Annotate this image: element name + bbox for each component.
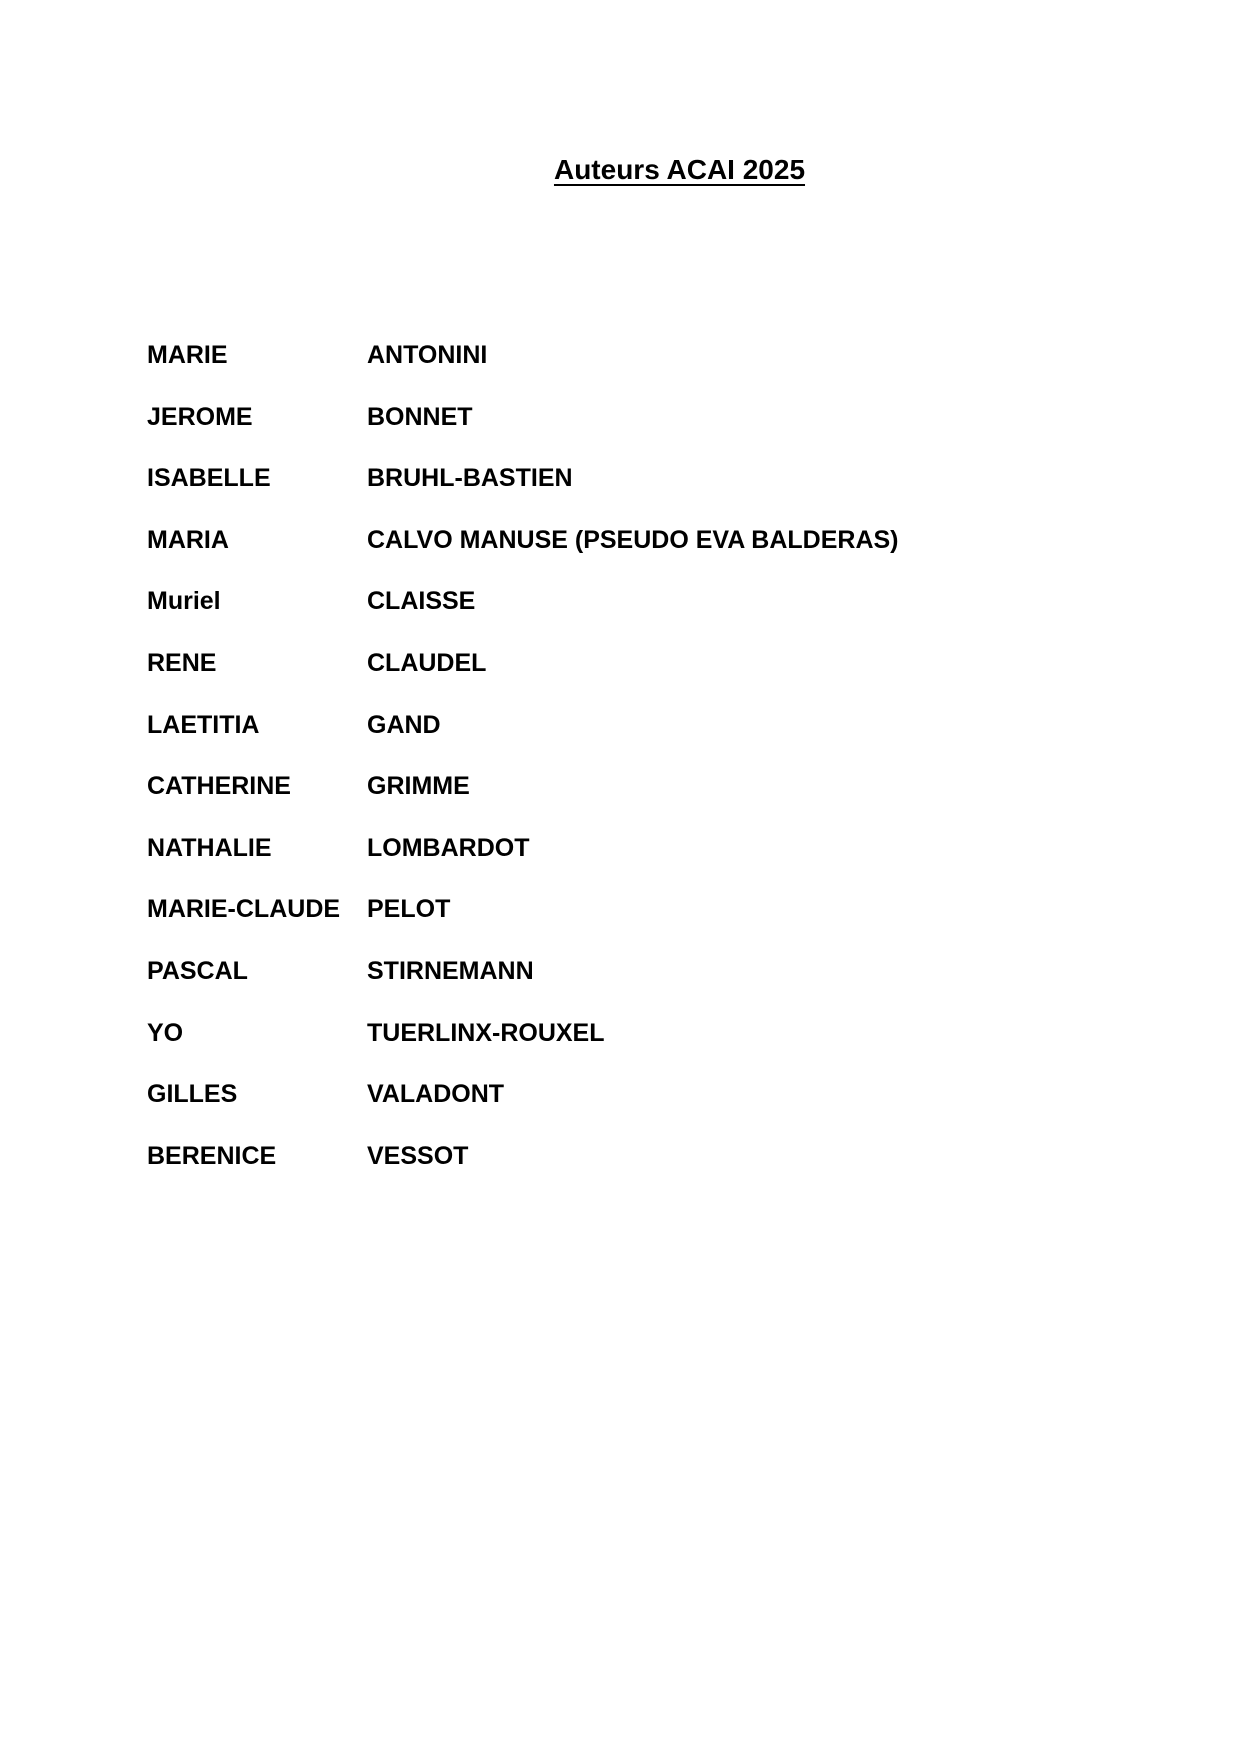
author-row <box>147 892 1147 954</box>
author-last-name: ANTONINI <box>367 341 488 369</box>
author-first-name: LAETITIA <box>147 710 260 739</box>
author-first-name: JEROME <box>147 402 253 431</box>
author-last-name: CLAISSE <box>367 587 476 616</box>
page-title-text: Auteurs ACAI 2025 <box>553 154 806 185</box>
author-last-name: TUERLINX-ROUXEL <box>367 1018 605 1047</box>
author-first-name: MARIE <box>147 341 228 369</box>
author-row <box>147 338 1147 400</box>
author-row <box>147 461 1147 523</box>
author-row <box>147 769 1147 831</box>
author-row <box>147 584 1147 646</box>
author-first-name: NATHALIE <box>147 833 272 862</box>
author-row <box>147 831 1147 893</box>
author-last-name: CALVO MANUSE (PSEUDO EVA BALDERAS) <box>367 525 899 554</box>
author-last-name: STIRNEMANN <box>367 956 534 985</box>
author-last-name: GRIMME <box>367 772 470 801</box>
author-last-name: LOMBARDOT <box>367 833 530 862</box>
author-last-name: BONNET <box>367 402 473 431</box>
author-row <box>147 954 1147 1016</box>
author-row <box>147 523 1147 585</box>
author-first-name: MARIE-CLAUDE <box>147 895 341 924</box>
author-row <box>147 400 1147 462</box>
author-first-name: MARIA <box>147 525 229 554</box>
author-first-name: YO <box>147 1018 184 1047</box>
author-last-name: GAND <box>367 710 441 739</box>
author-row <box>147 1139 1147 1201</box>
author-row <box>147 1016 1147 1078</box>
author-row <box>147 708 1147 770</box>
author-last-name: VALADONT <box>367 1080 505 1109</box>
page-title <box>0 150 1241 190</box>
author-row <box>147 1077 1147 1139</box>
author-last-name: CLAUDEL <box>367 648 487 677</box>
author-first-name: Muriel <box>147 587 221 616</box>
author-first-name: CATHERINE <box>147 772 291 801</box>
author-first-name: PASCAL <box>147 956 248 985</box>
author-first-name: ISABELLE <box>147 464 271 493</box>
author-list <box>147 338 1147 1200</box>
author-last-name: BRUHL-BASTIEN <box>367 464 573 493</box>
author-first-name: GILLES <box>147 1080 238 1109</box>
author-row <box>147 646 1147 708</box>
author-last-name: VESSOT <box>367 1141 469 1170</box>
author-last-name: PELOT <box>367 895 451 924</box>
author-first-name: RENE <box>147 648 217 677</box>
author-first-name: BERENICE <box>147 1141 277 1170</box>
